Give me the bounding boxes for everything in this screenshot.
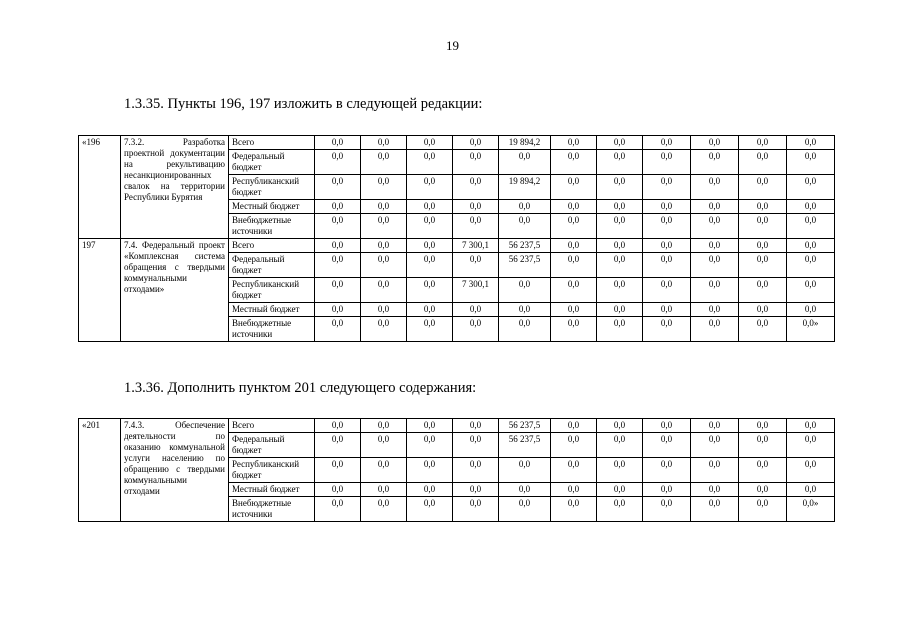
amount-cell: 0,0 (453, 175, 499, 200)
amount-cell: 0,0 (551, 458, 597, 483)
amount-cell: 0,0 (361, 483, 407, 497)
amount-cell: 0,0 (643, 278, 691, 303)
amount-cell: 0,0 (739, 200, 787, 214)
amount-cell: 0,0 (407, 303, 453, 317)
amount-cell: 0,0 (691, 303, 739, 317)
table-row (79, 239, 881, 253)
amount-cell: 0,0 (787, 278, 835, 303)
amount-cell: 0,0 (551, 483, 597, 497)
amount-cell: 0,0 (643, 458, 691, 483)
amount-cell: 0,0» (787, 317, 835, 342)
amount-cell: 0,0 (643, 175, 691, 200)
amount-cell: 0,0 (407, 497, 453, 522)
amount-cell: 0,0 (361, 458, 407, 483)
amount-cell: 0,0 (787, 175, 835, 200)
amount-cell: 0,0 (499, 458, 551, 483)
amount-cell: 0,0 (787, 200, 835, 214)
amount-cell: 0,0 (499, 303, 551, 317)
amount-cell: 0,0 (499, 497, 551, 522)
amount-cell: 0,0 (597, 200, 643, 214)
amount-cell: 7 300,1 (453, 278, 499, 303)
amount-cell: 0,0 (499, 278, 551, 303)
amount-cell: 0,0 (691, 483, 739, 497)
amount-cell: 0,0 (691, 278, 739, 303)
amount-cell: 56 237,5 (499, 419, 551, 433)
amount-cell: 0,0 (361, 419, 407, 433)
amount-cell: 0,0 (315, 200, 361, 214)
section-heading: 1.3.35. Пункты 196, 197 изложить в следующей редакции: (124, 96, 483, 112)
amount-cell: 0,0 (597, 483, 643, 497)
amount-cell: 0,0 (315, 458, 361, 483)
amount-cell: 0,0 (453, 303, 499, 317)
table-row (79, 136, 881, 150)
amount-cell: 0,0 (739, 303, 787, 317)
amount-cell: 0,0 (643, 200, 691, 214)
amount-cell: 0,0 (407, 317, 453, 342)
amount-cell: 0,0 (315, 419, 361, 433)
amount-cell: 0,0 (551, 150, 597, 175)
amount-cell: 0,0 (407, 278, 453, 303)
amount-cell: 56 237,5 (499, 253, 551, 278)
amount-cell: 0,0 (361, 239, 407, 253)
amount-cell: 0,0 (453, 419, 499, 433)
item-number: «201 (79, 419, 121, 522)
amount-cell: 19 894,2 (499, 136, 551, 150)
amount-cell: 0,0 (361, 136, 407, 150)
amount-cell: 0,0» (787, 497, 835, 522)
amount-cell: 0,0 (597, 175, 643, 200)
amount-cell: 0,0 (787, 239, 835, 253)
amount-cell: 0,0 (315, 150, 361, 175)
amount-cell: 0,0 (407, 239, 453, 253)
amount-cell: 0,0 (691, 253, 739, 278)
funding-source: Местный бюджет (229, 200, 315, 214)
amount-cell: 0,0 (739, 150, 787, 175)
amount-cell: 0,0 (453, 214, 499, 239)
amount-cell: 0,0 (739, 239, 787, 253)
amount-cell: 0,0 (787, 433, 835, 458)
amount-cell: 0,0 (315, 278, 361, 303)
amount-cell: 0,0 (453, 458, 499, 483)
amount-cell: 0,0 (551, 214, 597, 239)
amount-cell: 0,0 (691, 317, 739, 342)
amount-cell: 0,0 (407, 458, 453, 483)
amount-cell: 0,0 (739, 175, 787, 200)
amount-cell: 0,0 (315, 175, 361, 200)
amount-cell: 0,0 (787, 419, 835, 433)
amount-cell: 0,0 (361, 497, 407, 522)
amount-cell: 0,0 (407, 214, 453, 239)
amount-cell: 0,0 (643, 497, 691, 522)
amount-cell: 0,0 (787, 136, 835, 150)
funding-source: Внебюджетные источники (229, 214, 315, 239)
amount-cell: 0,0 (739, 483, 787, 497)
amount-cell: 0,0 (315, 303, 361, 317)
item-description: 7.4. Федеральный проект «Комплексная система обращения с твердыми коммунальными отходами» (121, 239, 229, 342)
amount-cell: 0,0 (315, 253, 361, 278)
amount-cell: 0,0 (315, 214, 361, 239)
amount-cell: 0,0 (407, 136, 453, 150)
amount-cell: 0,0 (643, 239, 691, 253)
amount-cell: 0,0 (597, 419, 643, 433)
amount-cell: 0,0 (407, 150, 453, 175)
amount-cell: 0,0 (315, 239, 361, 253)
amount-cell: 0,0 (691, 175, 739, 200)
amount-cell: 56 237,5 (499, 433, 551, 458)
funding-source: Федеральный бюджет (229, 150, 315, 175)
amount-cell: 0,0 (787, 253, 835, 278)
amount-cell: 0,0 (551, 278, 597, 303)
amount-cell: 0,0 (315, 136, 361, 150)
amount-cell: 0,0 (407, 419, 453, 433)
amount-cell: 0,0 (453, 200, 499, 214)
amount-cell: 0,0 (499, 200, 551, 214)
amount-cell: 0,0 (787, 483, 835, 497)
section-heading: 1.3.36. Дополнить пунктом 201 следующего содержания: (124, 380, 477, 396)
amount-cell: 0,0 (551, 175, 597, 200)
item-number: 197 (79, 239, 121, 342)
funding-source: Внебюджетные источники (229, 497, 315, 522)
item-number: «196 (79, 136, 121, 239)
funding-source: Республиканский бюджет (229, 175, 315, 200)
amount-cell: 0,0 (691, 136, 739, 150)
budget-table (78, 418, 881, 522)
amount-cell: 0,0 (361, 317, 407, 342)
funding-source: Всего (229, 136, 315, 150)
amount-cell: 0,0 (597, 303, 643, 317)
funding-source: Внебюджетные источники (229, 317, 315, 342)
amount-cell: 0,0 (739, 497, 787, 522)
amount-cell: 0,0 (597, 278, 643, 303)
amount-cell: 0,0 (643, 483, 691, 497)
amount-cell: 0,0 (499, 483, 551, 497)
funding-source: Республиканский бюджет (229, 278, 315, 303)
amount-cell: 0,0 (597, 317, 643, 342)
amount-cell: 0,0 (407, 175, 453, 200)
amount-cell: 0,0 (597, 239, 643, 253)
amount-cell: 0,0 (361, 150, 407, 175)
amount-cell: 0,0 (315, 483, 361, 497)
funding-source: Федеральный бюджет (229, 433, 315, 458)
amount-cell: 0,0 (453, 253, 499, 278)
item-description: 7.3.2. Разработка проектной документации на рекультивацию несанкционированных свалок на территории Республики Бурятия (121, 136, 229, 239)
amount-cell: 0,0 (597, 497, 643, 522)
amount-cell: 0,0 (551, 433, 597, 458)
amount-cell: 0,0 (787, 303, 835, 317)
amount-cell: 0,0 (643, 253, 691, 278)
amount-cell: 0,0 (453, 497, 499, 522)
amount-cell: 0,0 (361, 278, 407, 303)
funding-source: Республиканский бюджет (229, 458, 315, 483)
amount-cell: 0,0 (787, 458, 835, 483)
amount-cell: 0,0 (499, 214, 551, 239)
amount-cell: 0,0 (643, 317, 691, 342)
amount-cell: 0,0 (691, 458, 739, 483)
amount-cell: 0,0 (597, 253, 643, 278)
amount-cell: 0,0 (787, 150, 835, 175)
amount-cell: 0,0 (691, 433, 739, 458)
amount-cell: 0,0 (551, 136, 597, 150)
amount-cell: 0,0 (407, 200, 453, 214)
amount-cell: 0,0 (691, 150, 739, 175)
amount-cell: 0,0 (361, 253, 407, 278)
table-row (79, 419, 881, 433)
funding-source: Всего (229, 419, 315, 433)
amount-cell: 0,0 (361, 303, 407, 317)
amount-cell: 0,0 (407, 483, 453, 497)
amount-cell: 0,0 (643, 433, 691, 458)
amount-cell: 0,0 (453, 317, 499, 342)
amount-cell: 0,0 (691, 419, 739, 433)
amount-cell: 0,0 (597, 214, 643, 239)
amount-cell: 0,0 (643, 214, 691, 239)
amount-cell: 0,0 (691, 200, 739, 214)
amount-cell: 0,0 (739, 136, 787, 150)
funding-source: Всего (229, 239, 315, 253)
amount-cell: 0,0 (643, 419, 691, 433)
amount-cell: 0,0 (499, 317, 551, 342)
amount-cell: 0,0 (739, 278, 787, 303)
amount-cell: 0,0 (453, 136, 499, 150)
budget-table (78, 135, 881, 342)
amount-cell: 0,0 (643, 150, 691, 175)
amount-cell: 0,0 (499, 150, 551, 175)
amount-cell: 0,0 (643, 303, 691, 317)
amount-cell: 0,0 (597, 150, 643, 175)
amount-cell: 0,0 (739, 253, 787, 278)
page-number: 19 (446, 38, 459, 53)
amount-cell: 0,0 (361, 214, 407, 239)
amount-cell: 0,0 (453, 433, 499, 458)
amount-cell: 0,0 (691, 214, 739, 239)
amount-cell: 0,0 (739, 317, 787, 342)
amount-cell: 0,0 (361, 200, 407, 214)
amount-cell: 0,0 (597, 136, 643, 150)
amount-cell: 0,0 (551, 419, 597, 433)
amount-cell: 56 237,5 (499, 239, 551, 253)
amount-cell: 0,0 (551, 497, 597, 522)
amount-cell: 0,0 (739, 419, 787, 433)
amount-cell: 0,0 (691, 497, 739, 522)
amount-cell: 0,0 (551, 303, 597, 317)
amount-cell: 0,0 (551, 239, 597, 253)
amount-cell: 0,0 (597, 433, 643, 458)
amount-cell: 7 300,1 (453, 239, 499, 253)
amount-cell: 0,0 (597, 458, 643, 483)
amount-cell: 0,0 (739, 214, 787, 239)
amount-cell: 0,0 (551, 317, 597, 342)
amount-cell: 0,0 (407, 253, 453, 278)
funding-source: Местный бюджет (229, 303, 315, 317)
amount-cell: 19 894,2 (499, 175, 551, 200)
amount-cell: 0,0 (551, 253, 597, 278)
amount-cell: 0,0 (315, 497, 361, 522)
amount-cell: 0,0 (315, 317, 361, 342)
amount-cell: 0,0 (643, 136, 691, 150)
amount-cell: 0,0 (453, 483, 499, 497)
amount-cell: 0,0 (787, 214, 835, 239)
amount-cell: 0,0 (739, 458, 787, 483)
amount-cell: 0,0 (315, 433, 361, 458)
item-description: 7.4.3. Обеспечение деятельности по оказанию коммунальной услуги населению по обращению с твердыми коммунальными отходами (121, 419, 229, 522)
amount-cell: 0,0 (551, 200, 597, 214)
amount-cell: 0,0 (361, 175, 407, 200)
funding-source: Местный бюджет (229, 483, 315, 497)
amount-cell: 0,0 (691, 239, 739, 253)
amount-cell: 0,0 (453, 150, 499, 175)
amount-cell: 0,0 (407, 433, 453, 458)
amount-cell: 0,0 (739, 433, 787, 458)
funding-source: Федеральный бюджет (229, 253, 315, 278)
amount-cell: 0,0 (361, 433, 407, 458)
